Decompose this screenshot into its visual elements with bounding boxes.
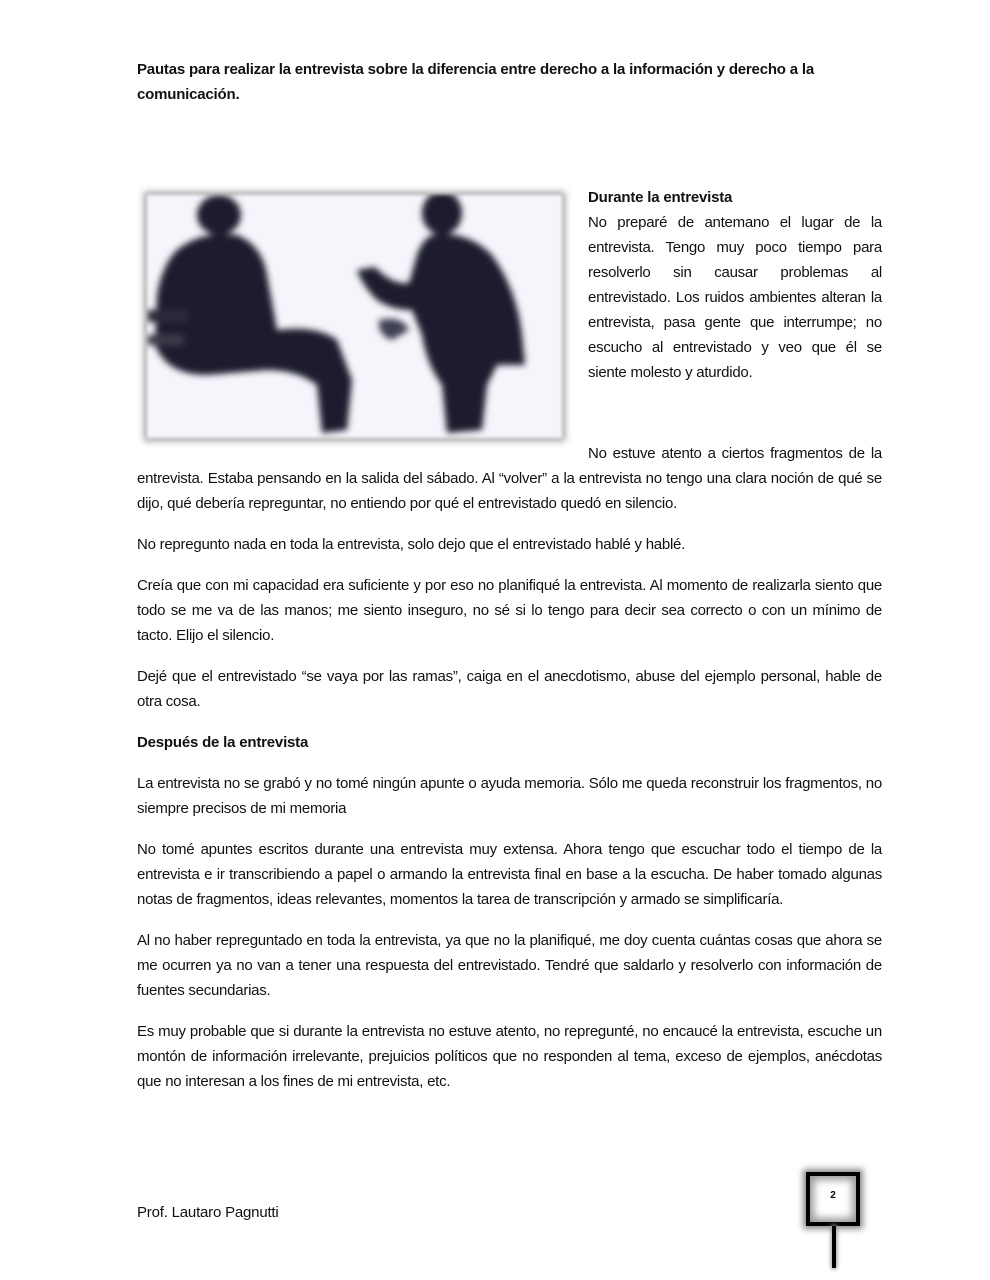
page-number-badge <box>806 1172 860 1226</box>
interview-photo <box>147 195 562 438</box>
paragraph-during-1: No preparé de antemano el lugar de la entrevista. Tengo muy poco tiempo para resolverlo sin causar problemas al entrevistado. Los ruidos ambientes alteran la entrevista, pasa gente que interrumpe; no escucho al entrevistado y veo que él se siente molesto y aturdido. <box>588 214 882 381</box>
paragraph-during-2: No estuve atento a ciertos fragmentos de la entrevista. Estaba pensando en la salida del sábado. Al “volver” a la entrevista no tengo una clara noción de qué se dijo, qué debería repreguntar, no entiendo por qué el entrevistado quedó en silencio. <box>137 445 882 512</box>
section-heading-during: Durante la entrevista <box>588 189 733 206</box>
footer-author: Prof. Lautaro Pagnutti <box>137 1204 279 1221</box>
interview-silhouette-icon <box>147 195 562 438</box>
paragraph-during-4: Creía que con mi capacidad era suficiente y por eso no planifiqué la entrevista. Al momento de realizarla siento que todo se me va de las manos; me siento inseguro, no sé si lo tengo para decir sea correcto o con un mínimo de tacto. Elijo el silencio. <box>137 577 882 644</box>
page-number-stem <box>832 1226 836 1268</box>
paragraph-after-4: Es muy probable que si durante la entrevista no estuve atento, no repregunté, no encaucé la entrevista, escuche un montón de información irrelevante, prejuicios políticos que no responden al tema, exceso de ejemplos, anécdotas que no interesan a los fines de mi entrevista, etc. <box>137 1023 882 1090</box>
paragraph-after-1: La entrevista no se grabó y no tomé ningún apunte o ayuda memoria. Sólo me queda reconstruir los fragmentos, no siempre precisos de mi memoria <box>137 775 882 817</box>
paragraph-after-3: Al no haber repreguntado en toda la entrevista, ya que no la planifiqué, me doy cuenta cuántas cosas que ahora se me ocurren ya no van a tener una respuesta del entrevistado. Tendré que saldarlo y resolverlo con información de fuentes secundarias. <box>137 932 882 999</box>
paragraph-during-5: Dejé que el entrevistado “se vaya por las ramas”, caiga en el anecdotismo, abuse del ejemplo personal, hable de otra cosa. <box>137 668 882 710</box>
body-text <box>137 441 882 1094</box>
paragraph-after-2: No tomé apuntes escritos durante una entrevista muy extensa. Ahora tengo que escuchar todo el tiempo de la entrevista e ir transcribiendo a papel o armando la entrevista final en base a la escucha. De haber tomado algunas notas de fragmentos, ideas relevantes, momentos la tarea de transcripción y armado se simplificaría. <box>137 841 882 908</box>
paragraph-during-3: No repregunto nada en toda la entrevista, solo dejo que el entrevistado hablé y hablé. <box>137 536 686 553</box>
document-title: Pautas para realizar la entrevista sobre la diferencia entre derecho a la información y derecho a la comunicación. <box>137 61 814 103</box>
right-column <box>588 185 882 385</box>
section-heading-after: Después de la entrevista <box>137 734 309 751</box>
page-number: 2 <box>830 1190 836 1201</box>
